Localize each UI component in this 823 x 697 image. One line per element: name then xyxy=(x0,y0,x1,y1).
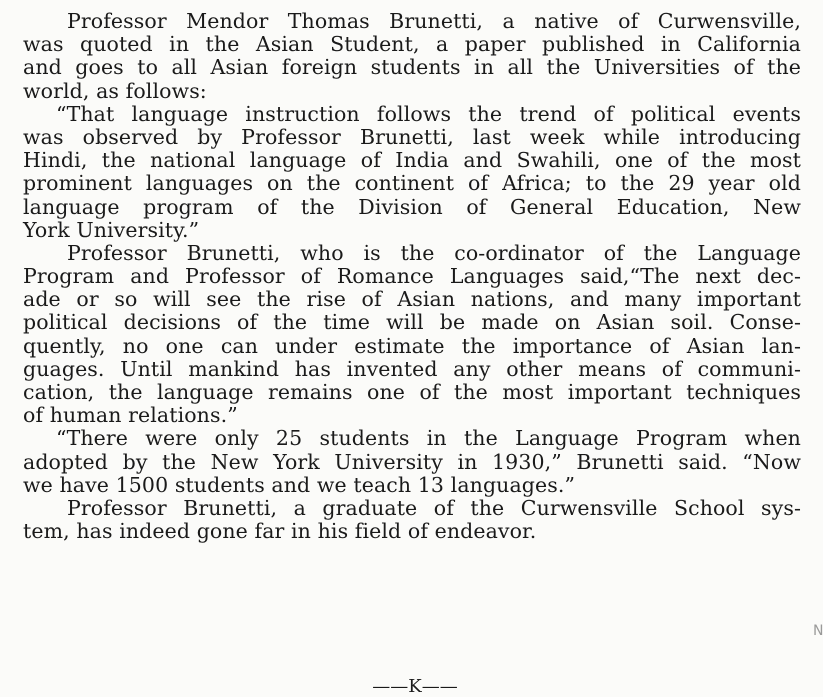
article-line: ade or so will see the rise of Asian nations, and many important xyxy=(23,287,801,312)
article-line: Hindi, the national language of India and Swahili, one of the most xyxy=(23,148,801,173)
article-line: “That language instruction follows the trend of political events xyxy=(56,101,801,126)
article-line: Professor Brunetti, who is the co-ordinator of the Language xyxy=(67,240,801,265)
article-line: language program of the Division of General Education, New xyxy=(23,194,801,219)
article-line: we have 1500 students and we teach 13 languages.” xyxy=(23,472,576,497)
article-line: Professor Mendor Thomas Brunetti, a native of Curwensville, xyxy=(67,9,801,33)
article-line: cation, the language remains one of the most important techniques xyxy=(23,380,801,404)
article-line: of human relations.” xyxy=(23,403,238,428)
article-line: quently, no one can under estimate the importance of Asian lan- xyxy=(23,333,801,358)
article-line: was quoted in the Asian Student, a paper published in California xyxy=(23,32,801,57)
article-column xyxy=(23,10,801,543)
article-line: adopted by the New York University in 1930,” Brunetti said. “Now xyxy=(23,449,801,474)
article-line: tem, has indeed gone far in his field of endeavor. xyxy=(23,519,537,544)
article-line: world, as follows: xyxy=(23,78,207,103)
article-line: York University.” xyxy=(23,217,200,242)
author-signature: ——K—— xyxy=(372,676,458,697)
article-line: Professor Brunetti, a graduate of the Curwensville School sys- xyxy=(67,495,801,520)
article-line: “There were only 25 students in the Language Program when xyxy=(56,426,801,451)
edge-mark: N xyxy=(813,623,823,639)
article-line: was observed by Professor Brunetti, last week while introducing xyxy=(23,124,801,149)
article-line: and goes to all Asian foreign students in all the Universities of the xyxy=(23,55,801,80)
article-line: prominent languages on the continent of Africa; to the 29 year old xyxy=(23,171,801,196)
article-line: Program and Professor of Romance Languages said,“The next dec- xyxy=(23,264,801,289)
article-line: guages. Until mankind has invented any other means of communi- xyxy=(23,356,801,381)
article-line: political decisions of the time will be made on Asian soil. Conse- xyxy=(23,310,801,335)
